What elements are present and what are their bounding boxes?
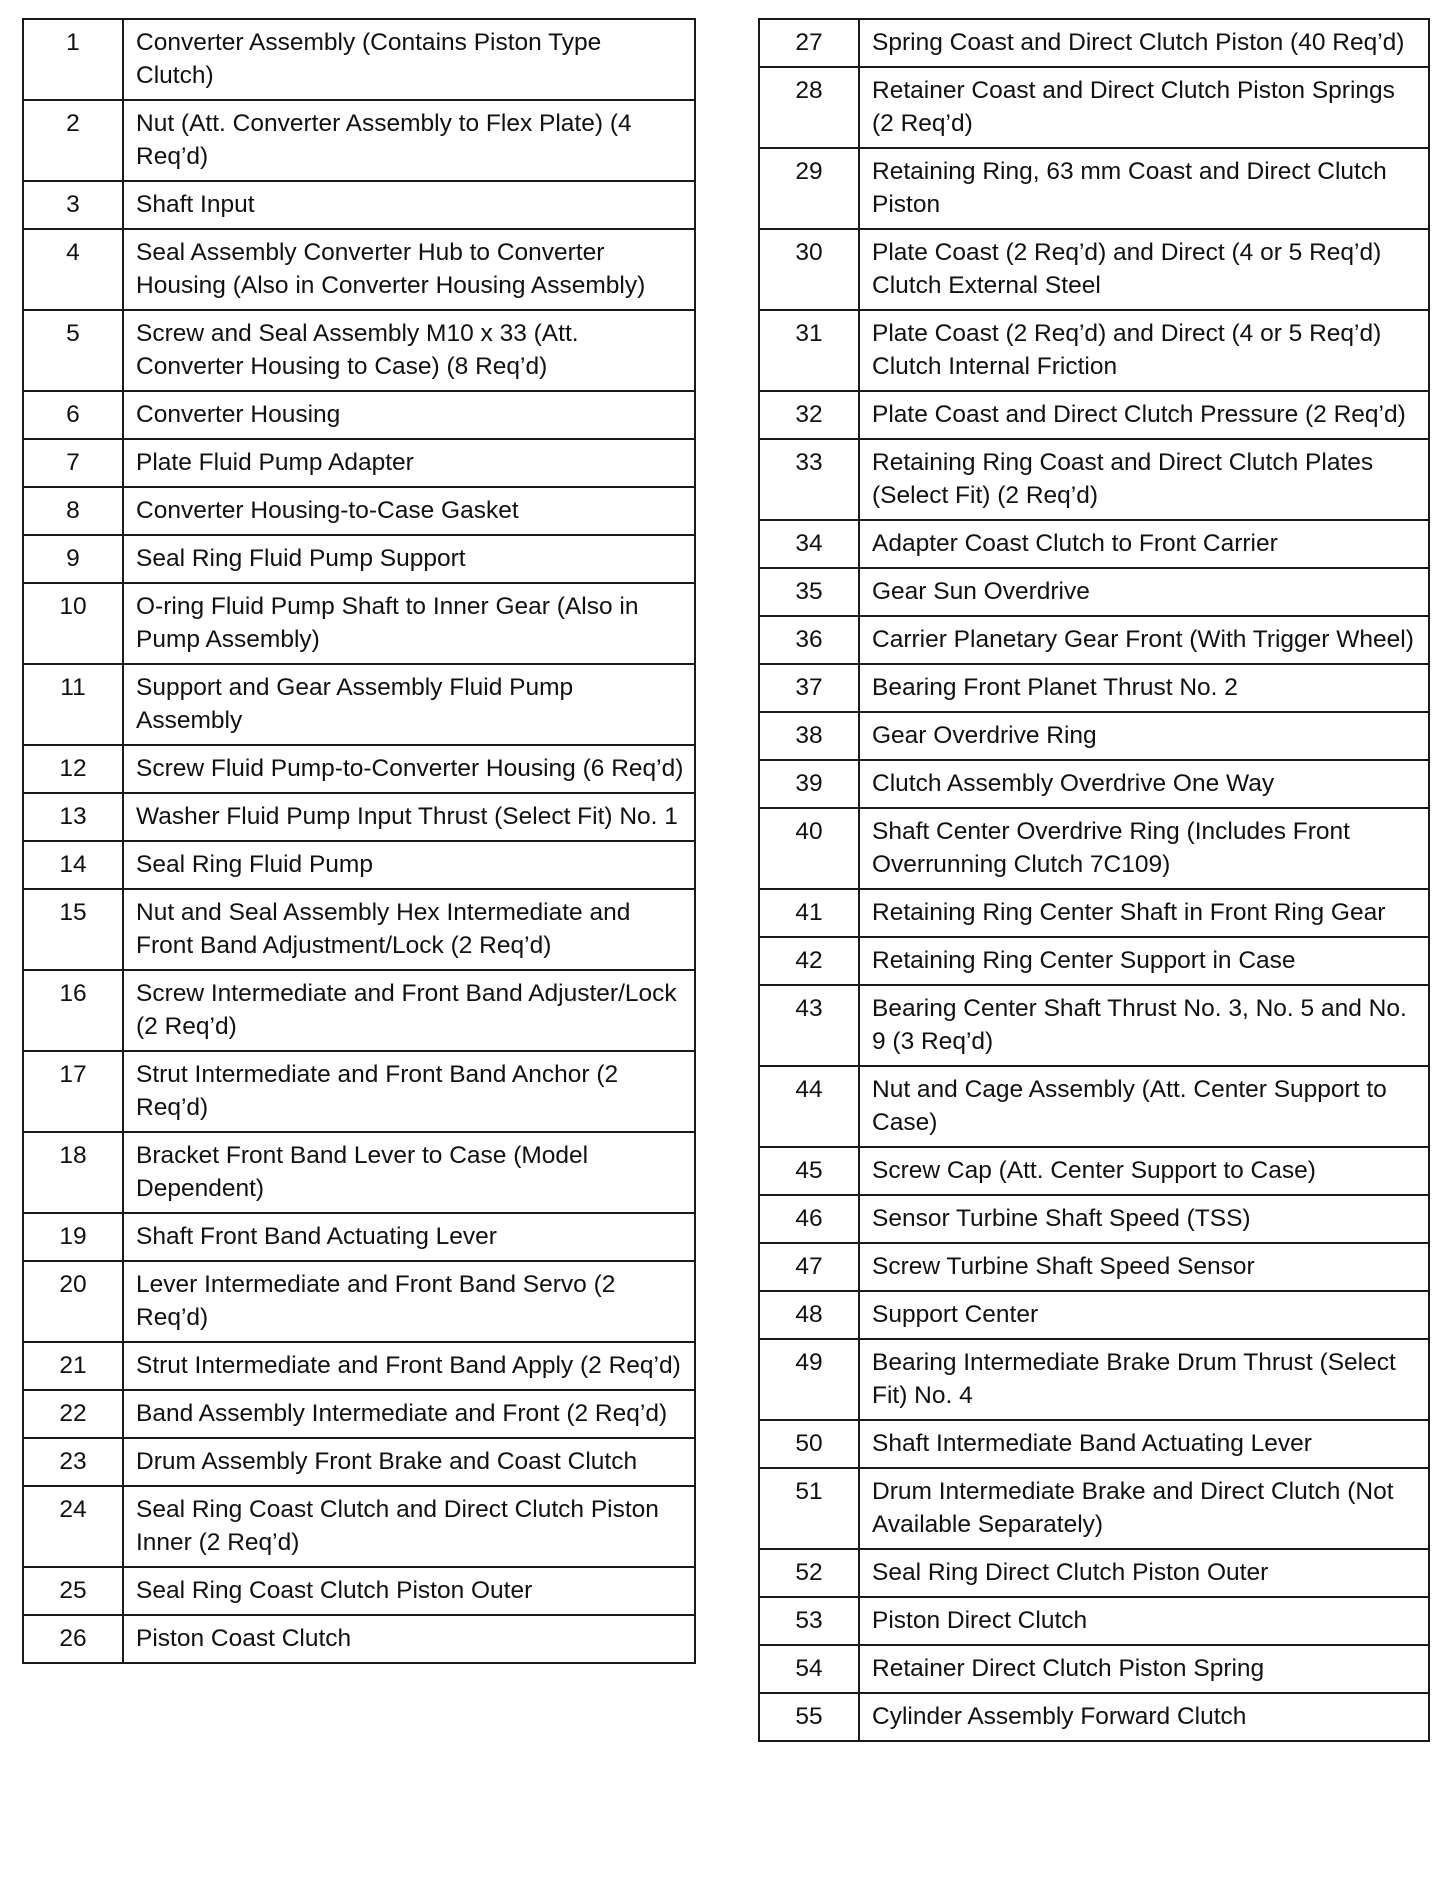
item-description: Seal Assembly Converter Hub to Converter Housing (Also in Converter Housing Assembly) <box>123 229 695 310</box>
table-row <box>759 1291 1429 1339</box>
table-row <box>23 1342 695 1390</box>
item-description: Plate Fluid Pump Adapter <box>123 439 695 487</box>
item-description: Seal Ring Coast Clutch and Direct Clutch Piston Inner (2 Req’d) <box>123 1486 695 1567</box>
table-row <box>759 1549 1429 1597</box>
item-description: Converter Housing <box>123 391 695 439</box>
item-description: Plate Coast and Direct Clutch Pressure (2 Req’d) <box>859 391 1429 439</box>
parts-table-right <box>758 18 1430 1742</box>
item-number: 15 <box>23 889 123 970</box>
item-description: Spring Coast and Direct Clutch Piston (40 Req’d) <box>859 19 1429 67</box>
table-row <box>759 1195 1429 1243</box>
table-row <box>759 937 1429 985</box>
item-description: Sensor Turbine Shaft Speed (TSS) <box>859 1195 1429 1243</box>
item-description: Cylinder Assembly Forward Clutch <box>859 1693 1429 1741</box>
item-description: Strut Intermediate and Front Band Apply (2 Req’d) <box>123 1342 695 1390</box>
item-description: Shaft Intermediate Band Actuating Lever <box>859 1420 1429 1468</box>
item-number: 44 <box>759 1066 859 1147</box>
item-description: Screw Turbine Shaft Speed Sensor <box>859 1243 1429 1291</box>
item-number: 3 <box>23 181 123 229</box>
table-row <box>759 568 1429 616</box>
item-description: Converter Housing-to-Case Gasket <box>123 487 695 535</box>
item-description: Retaining Ring Center Shaft in Front Ring Gear <box>859 889 1429 937</box>
item-number: 42 <box>759 937 859 985</box>
item-number: 39 <box>759 760 859 808</box>
table-row <box>759 616 1429 664</box>
table-row <box>23 664 695 745</box>
item-number: 29 <box>759 148 859 229</box>
item-number: 34 <box>759 520 859 568</box>
item-number: 5 <box>23 310 123 391</box>
table-row <box>759 808 1429 889</box>
table-row <box>759 1645 1429 1693</box>
table-row <box>23 310 695 391</box>
item-description: Bearing Front Planet Thrust No. 2 <box>859 664 1429 712</box>
item-description: Lever Intermediate and Front Band Servo (2 Req’d) <box>123 1261 695 1342</box>
item-description: Bracket Front Band Lever to Case (Model Dependent) <box>123 1132 695 1213</box>
item-description: Gear Sun Overdrive <box>859 568 1429 616</box>
item-number: 25 <box>23 1567 123 1615</box>
table-row <box>23 889 695 970</box>
item-number: 30 <box>759 229 859 310</box>
item-number: 27 <box>759 19 859 67</box>
item-description: Support Center <box>859 1291 1429 1339</box>
table-row <box>23 391 695 439</box>
item-number: 36 <box>759 616 859 664</box>
item-number: 37 <box>759 664 859 712</box>
parts-table-right-body <box>759 19 1429 1741</box>
item-description: Piston Direct Clutch <box>859 1597 1429 1645</box>
item-number: 38 <box>759 712 859 760</box>
item-description: Screw Cap (Att. Center Support to Case) <box>859 1147 1429 1195</box>
item-description: Seal Ring Fluid Pump <box>123 841 695 889</box>
item-number: 9 <box>23 535 123 583</box>
item-description: Clutch Assembly Overdrive One Way <box>859 760 1429 808</box>
item-description: Screw and Seal Assembly M10 x 33 (Att. Converter Housing to Case) (8 Req’d) <box>123 310 695 391</box>
table-row <box>23 100 695 181</box>
item-number: 18 <box>23 1132 123 1213</box>
item-description: Nut (Att. Converter Assembly to Flex Plate) (4 Req’d) <box>123 100 695 181</box>
item-description: O-ring Fluid Pump Shaft to Inner Gear (Also in Pump Assembly) <box>123 583 695 664</box>
table-row <box>23 583 695 664</box>
item-number: 19 <box>23 1213 123 1261</box>
item-number: 55 <box>759 1693 859 1741</box>
item-description: Shaft Front Band Actuating Lever <box>123 1213 695 1261</box>
item-number: 6 <box>23 391 123 439</box>
table-row <box>759 19 1429 67</box>
parts-table-left <box>22 18 696 1664</box>
table-row <box>759 1066 1429 1147</box>
item-description: Shaft Input <box>123 181 695 229</box>
item-number: 46 <box>759 1195 859 1243</box>
item-number: 31 <box>759 310 859 391</box>
item-description: Retainer Direct Clutch Piston Spring <box>859 1645 1429 1693</box>
table-row <box>23 1051 695 1132</box>
item-number: 10 <box>23 583 123 664</box>
item-description: Seal Ring Direct Clutch Piston Outer <box>859 1549 1429 1597</box>
table-row <box>759 148 1429 229</box>
table-row <box>759 712 1429 760</box>
item-number: 11 <box>23 664 123 745</box>
item-number: 21 <box>23 1342 123 1390</box>
item-number: 40 <box>759 808 859 889</box>
table-row <box>23 1132 695 1213</box>
table-row <box>23 229 695 310</box>
item-number: 14 <box>23 841 123 889</box>
item-number: 22 <box>23 1390 123 1438</box>
table-row <box>23 535 695 583</box>
item-number: 52 <box>759 1549 859 1597</box>
item-number: 17 <box>23 1051 123 1132</box>
item-description: Bearing Center Shaft Thrust No. 3, No. 5 and No. 9 (3 Req’d) <box>859 985 1429 1066</box>
item-number: 8 <box>23 487 123 535</box>
item-description: Seal Ring Fluid Pump Support <box>123 535 695 583</box>
table-row <box>759 67 1429 148</box>
item-number: 16 <box>23 970 123 1051</box>
table-row <box>759 439 1429 520</box>
item-description: Retaining Ring, 63 mm Coast and Direct Clutch Piston <box>859 148 1429 229</box>
item-number: 12 <box>23 745 123 793</box>
table-row <box>23 1213 695 1261</box>
item-description: Screw Fluid Pump-to-Converter Housing (6 Req’d) <box>123 745 695 793</box>
item-description: Plate Coast (2 Req’d) and Direct (4 or 5 Req’d) Clutch External Steel <box>859 229 1429 310</box>
table-row <box>759 1693 1429 1741</box>
table-row <box>759 985 1429 1066</box>
item-description: Nut and Cage Assembly (Att. Center Support to Case) <box>859 1066 1429 1147</box>
item-description: Adapter Coast Clutch to Front Carrier <box>859 520 1429 568</box>
table-row <box>23 19 695 100</box>
item-number: 51 <box>759 1468 859 1549</box>
item-description: Carrier Planetary Gear Front (With Trigger Wheel) <box>859 616 1429 664</box>
table-row <box>759 1147 1429 1195</box>
item-description: Converter Assembly (Contains Piston Type Clutch) <box>123 19 695 100</box>
item-description: Washer Fluid Pump Input Thrust (Select Fit) No. 1 <box>123 793 695 841</box>
table-row <box>759 1243 1429 1291</box>
item-number: 45 <box>759 1147 859 1195</box>
item-description: Bearing Intermediate Brake Drum Thrust (Select Fit) No. 4 <box>859 1339 1429 1420</box>
item-description: Shaft Center Overdrive Ring (Includes Front Overrunning Clutch 7C109) <box>859 808 1429 889</box>
parts-table-left-body <box>23 19 695 1663</box>
item-description: Seal Ring Coast Clutch Piston Outer <box>123 1567 695 1615</box>
item-number: 41 <box>759 889 859 937</box>
table-row <box>23 181 695 229</box>
table-row <box>759 1420 1429 1468</box>
item-number: 26 <box>23 1615 123 1663</box>
item-number: 43 <box>759 985 859 1066</box>
table-row <box>23 1390 695 1438</box>
item-number: 32 <box>759 391 859 439</box>
table-row <box>23 1486 695 1567</box>
item-description: Gear Overdrive Ring <box>859 712 1429 760</box>
table-row <box>23 1261 695 1342</box>
item-number: 7 <box>23 439 123 487</box>
table-row <box>759 664 1429 712</box>
item-description: Drum Intermediate Brake and Direct Clutch (Not Available Separately) <box>859 1468 1429 1549</box>
item-number: 24 <box>23 1486 123 1567</box>
item-number: 13 <box>23 793 123 841</box>
table-row <box>23 970 695 1051</box>
item-description: Band Assembly Intermediate and Front (2 Req’d) <box>123 1390 695 1438</box>
item-number: 54 <box>759 1645 859 1693</box>
item-description: Strut Intermediate and Front Band Anchor (2 Req’d) <box>123 1051 695 1132</box>
item-number: 35 <box>759 568 859 616</box>
table-row <box>23 745 695 793</box>
item-description: Retaining Ring Center Support in Case <box>859 937 1429 985</box>
item-number: 1 <box>23 19 123 100</box>
item-description: Screw Intermediate and Front Band Adjuster/Lock (2 Req’d) <box>123 970 695 1051</box>
table-row <box>23 439 695 487</box>
item-description: Retaining Ring Coast and Direct Clutch Plates (Select Fit) (2 Req’d) <box>859 439 1429 520</box>
table-row <box>23 487 695 535</box>
item-number: 49 <box>759 1339 859 1420</box>
table-row <box>759 310 1429 391</box>
table-row <box>23 1567 695 1615</box>
item-number: 2 <box>23 100 123 181</box>
table-row <box>759 760 1429 808</box>
table-row <box>23 1615 695 1663</box>
item-description: Drum Assembly Front Brake and Coast Clutch <box>123 1438 695 1486</box>
table-row <box>23 1438 695 1486</box>
item-number: 23 <box>23 1438 123 1486</box>
table-row <box>759 1468 1429 1549</box>
item-number: 28 <box>759 67 859 148</box>
item-description: Plate Coast (2 Req’d) and Direct (4 or 5 Req’d) Clutch Internal Friction <box>859 310 1429 391</box>
table-row <box>759 1339 1429 1420</box>
table-row <box>23 793 695 841</box>
item-number: 48 <box>759 1291 859 1339</box>
item-description: Nut and Seal Assembly Hex Intermediate and Front Band Adjustment/Lock (2 Req’d) <box>123 889 695 970</box>
item-description: Piston Coast Clutch <box>123 1615 695 1663</box>
item-number: 20 <box>23 1261 123 1342</box>
item-number: 47 <box>759 1243 859 1291</box>
table-row <box>759 229 1429 310</box>
table-row <box>759 889 1429 937</box>
table-row <box>759 1597 1429 1645</box>
table-row <box>759 520 1429 568</box>
item-description: Support and Gear Assembly Fluid Pump Assembly <box>123 664 695 745</box>
table-row <box>759 391 1429 439</box>
item-number: 4 <box>23 229 123 310</box>
item-number: 33 <box>759 439 859 520</box>
item-number: 50 <box>759 1420 859 1468</box>
item-number: 53 <box>759 1597 859 1645</box>
item-description: Retainer Coast and Direct Clutch Piston Springs (2 Req’d) <box>859 67 1429 148</box>
table-row <box>23 841 695 889</box>
